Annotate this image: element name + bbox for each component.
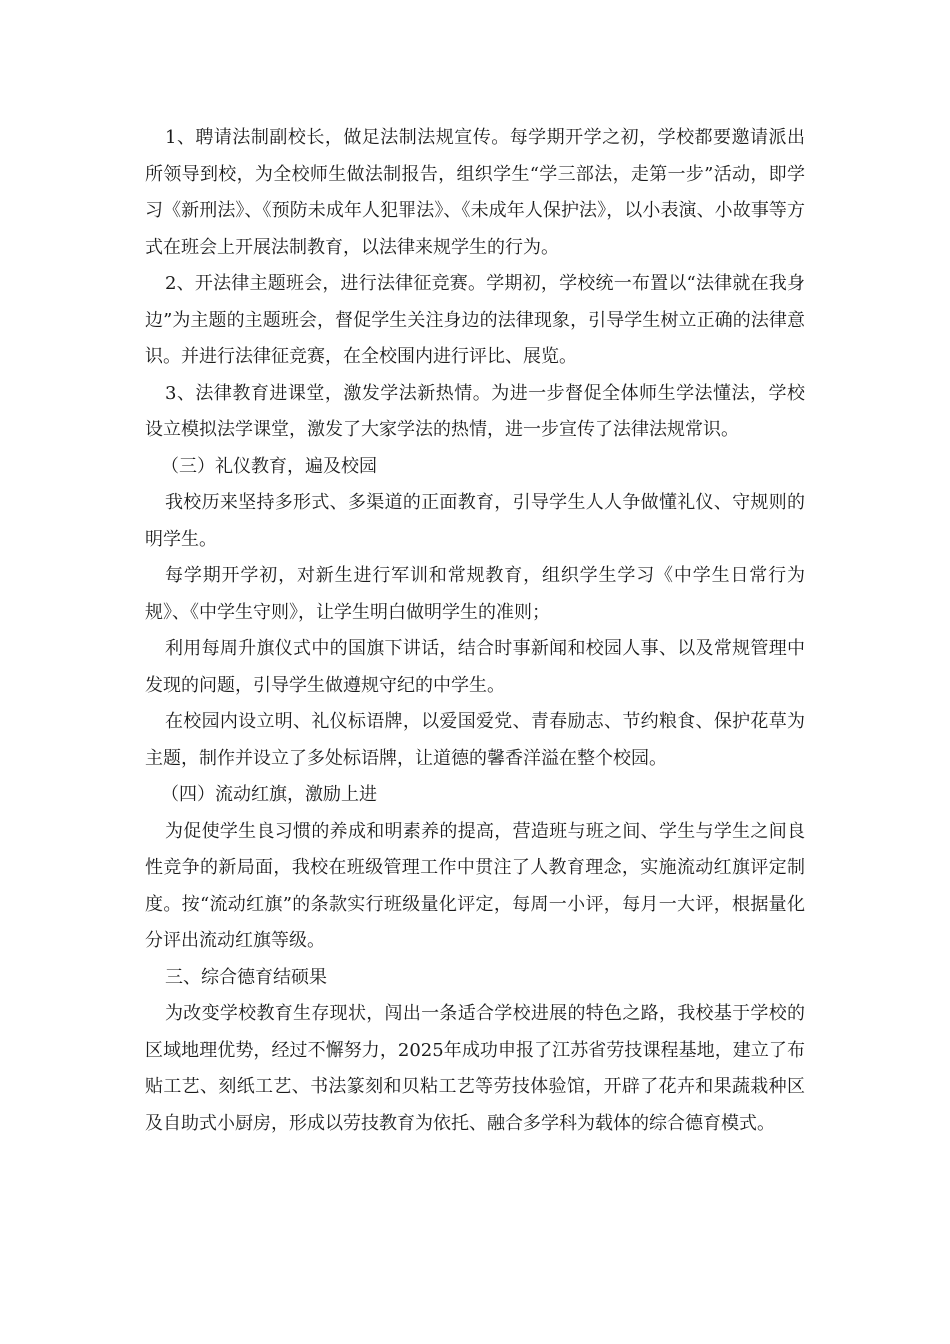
paragraph-7: 在校园内设立明、礼仪标语牌，以爱国爱党、青春励志、节约粮食、保护花草为主题，制作并设立了多处标语牌，让道德的馨香洋溢在整个校园。 bbox=[145, 711, 805, 769]
section-heading-red-flag: （四）流动红旗，激励上进 bbox=[161, 784, 377, 805]
paragraph-4: 我校历来坚持多形式、多渠道的正面教育，引导学生人人争做懂礼仪、守规则的明学生。 bbox=[145, 492, 805, 550]
section-heading-etiquette: （三）礼仪教育，遍及校园 bbox=[161, 455, 377, 477]
section-heading-results: 三、综合德育结硕果 bbox=[165, 966, 327, 988]
paragraph-9: 为改变学校教育生存现状，闯出一条适合学校进展的特色之路，我校基于学校的区域地理优势，经过不懈努力，2025年成功申报了江苏省劳技课程基地，建立了布贴工艺、刻纸工艺、书法篆刻和贝粘工艺等劳技体验馆，开辟了花卉和果蔬栽种区及自助式小厨房，形成以劳技教育为依托、融合多学科为载体的综合德育模式。 bbox=[145, 1003, 805, 1134]
document-body bbox=[145, 120, 805, 1142]
paragraph-6: 利用每周升旗仪式中的国旗下讲话，结合时事新闻和校园人事、以及常规管理中发现的问题，引导学生做遵规守纪的中学生。 bbox=[145, 638, 805, 696]
paragraph-2: 2、开法律主题班会，进行法律征竞赛。学期初，学校统一布置以“法律就在我身边”为主题的主题班会，督促学生关注身边的法律现象，引导学生树立正确的法律意识。并进行法律征竞赛，在全校围内进行评比、展览。 bbox=[145, 273, 805, 367]
paragraph-8: 为促使学生良习惯的养成和明素养的提高，营造班与班之间、学生与学生之间良性竞争的新局面，我校在班级管理工作中贯注了人教育理念，实施流动红旗评定制度。按“流动红旗”的条款实行班级量化评定，每周一小评，每月一大评，根据量化分评出流动红旗等级。 bbox=[145, 820, 805, 951]
paragraph-1: 1、聘请法制副校长，做足法制法规宣传。每学期开学之初，学校都要邀请派出所领导到校，为全校师生做法制报告，组织学生“学三部法，走第一步”活动，即学习《新刑法》、《预防未成年人犯罪法》、《未成年人保护法》，以小表演、小故事等方式在班会上开展法制教育，以法律来规学生的行为。 bbox=[145, 127, 805, 258]
paragraph-5: 每学期开学初，对新生进行军训和常规教育，组织学生学习《中学生日常行为规》、《中学生守则》，让学生明白做明学生的准则； bbox=[145, 565, 805, 623]
paragraph-3: 3、法律教育进课堂，激发学法新热情。为进一步督促全体师生学法懂法，学校设立模拟法学课堂，激发了大家学法的热情，进一步宣传了法律法规常识。 bbox=[145, 382, 805, 440]
